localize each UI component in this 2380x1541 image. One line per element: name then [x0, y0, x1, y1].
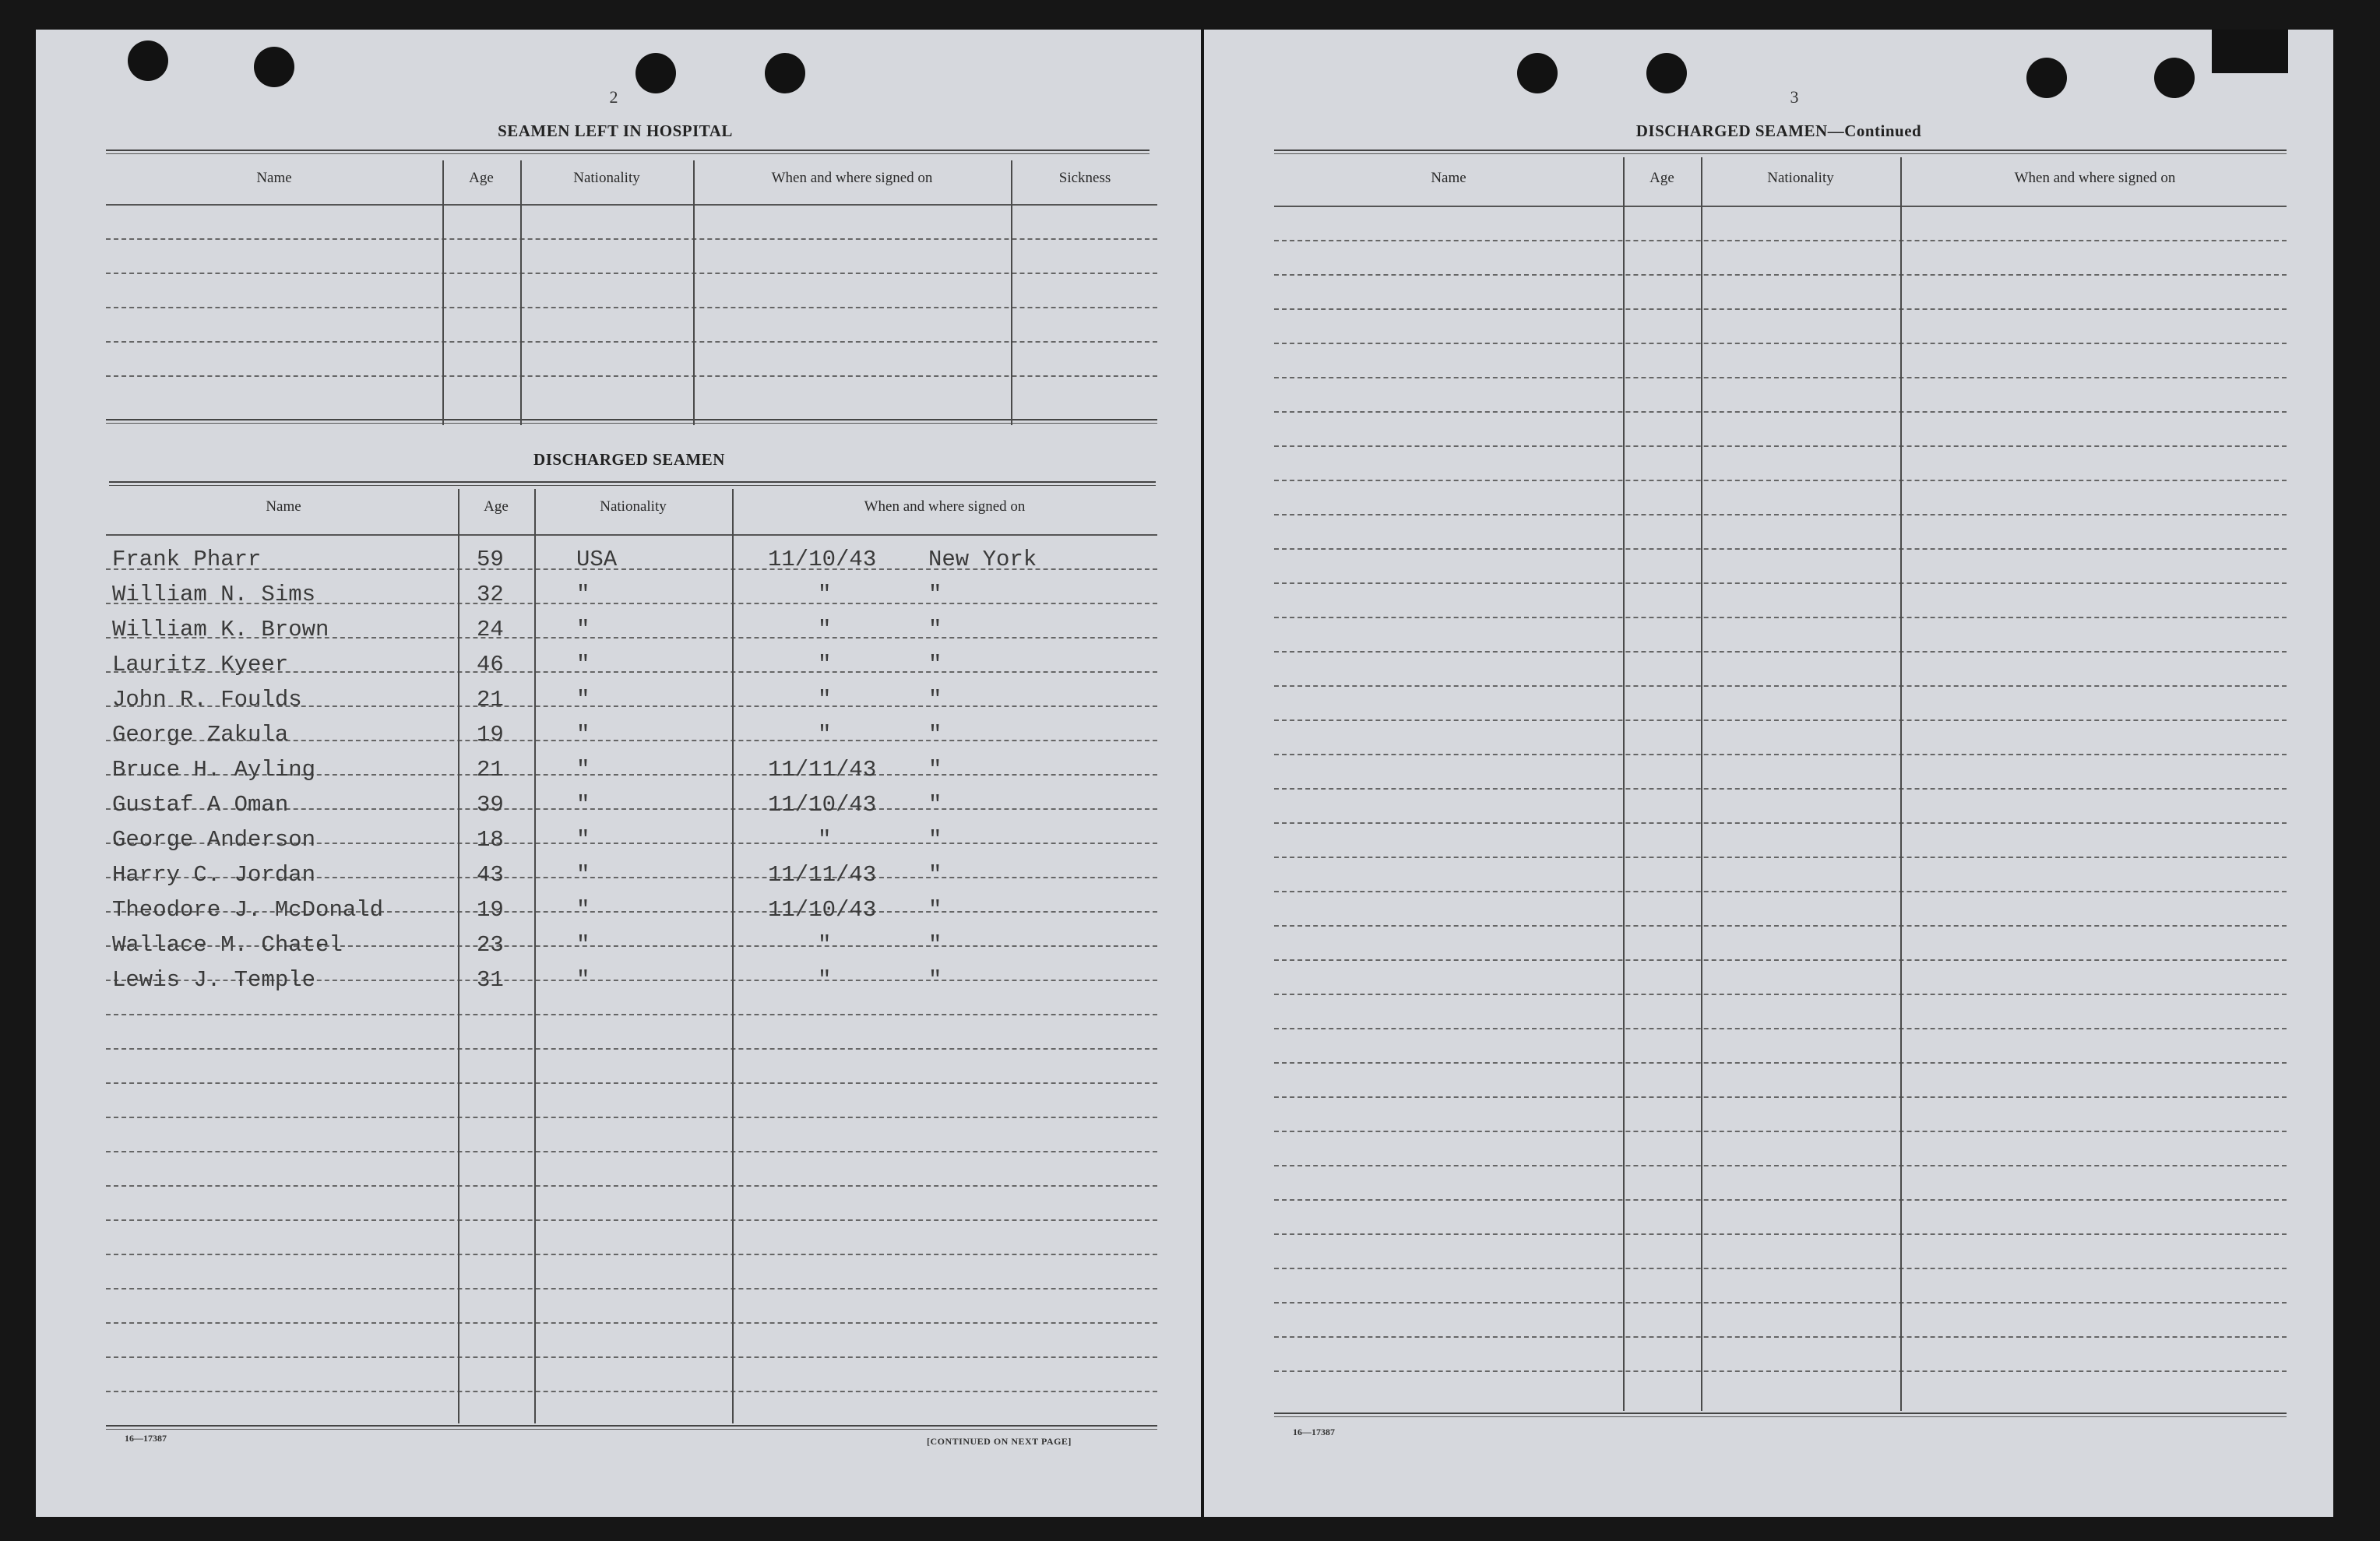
discharged-col-age: Age: [484, 498, 509, 515]
seaman-signed-on-place: ": [928, 582, 942, 607]
seaman-nationality: ": [576, 687, 590, 712]
hospital-col-divider: [442, 160, 444, 425]
continued-row-line: [1274, 925, 2287, 927]
seaman-signed-on-place: ": [928, 757, 942, 783]
discharged-header-rule: [106, 534, 1157, 536]
discharged-row-line: [106, 1048, 1157, 1050]
continued-row-line: [1274, 651, 2287, 653]
seaman-age: 19: [477, 722, 504, 748]
continued-row-line: [1274, 685, 2287, 687]
seaman-signed-on-date: ": [818, 617, 832, 642]
continued-col-divider: [1701, 157, 1702, 1411]
punch-hole: [1646, 53, 1687, 93]
discharged-row-line: [106, 1391, 1157, 1392]
seaman-age: 21: [477, 757, 504, 783]
seaman-nationality: ": [576, 932, 590, 958]
discharged-col-divider: [458, 489, 459, 1423]
discharged-table-top-rule: [109, 481, 1156, 483]
punch-hole: [128, 40, 168, 81]
hospital-row-line: [106, 375, 1157, 377]
punch-hole: [254, 47, 294, 87]
discharged-col-nationality: Nationality: [600, 498, 667, 515]
continued-row-line: [1274, 1096, 2287, 1098]
hospital-col-age: Age: [469, 170, 494, 186]
continued-row-line: [1274, 617, 2287, 618]
continued-row-line: [1274, 343, 2287, 344]
seaman-nationality: ": [576, 862, 590, 888]
punch-hole: [1517, 53, 1558, 93]
continued-table-top-rule: [1274, 150, 2287, 151]
hospital-col-divider: [1011, 160, 1012, 425]
discharged-row-line: [106, 1014, 1157, 1015]
discharged-row-line: [106, 1219, 1157, 1221]
seaman-signed-on-date: ": [818, 932, 832, 958]
seaman-signed-on-date: ": [818, 582, 832, 607]
seaman-signed-on-date: ": [818, 827, 832, 853]
discharged-col-name: Name: [266, 498, 301, 515]
seaman-age: 18: [477, 827, 504, 853]
seaman-signed-on-date: ": [818, 967, 832, 993]
seaman-signed-on-date: ": [818, 722, 832, 748]
continued-row-line: [1274, 1062, 2287, 1064]
continued-row-line: [1274, 308, 2287, 310]
seaman-name: John R. Foulds: [112, 687, 302, 712]
seaman-age: 23: [477, 932, 504, 958]
hospital-row-line: [106, 307, 1157, 308]
seaman-nationality: ": [576, 617, 590, 642]
hospital-header-rule: [106, 204, 1157, 206]
continued-row-line: [1274, 857, 2287, 858]
seaman-signed-on-place: ": [928, 897, 942, 923]
discharged-col-divider: [534, 489, 536, 1423]
seaman-age: 46: [477, 652, 504, 677]
continued-row-line: [1274, 1233, 2287, 1235]
hospital-row-line: [106, 341, 1157, 343]
continued-row-line: [1274, 1165, 2287, 1166]
seaman-age: 59: [477, 547, 504, 572]
continued-row-line: [1274, 1199, 2287, 1201]
seaman-name: Wallace M. Chatel: [112, 932, 343, 958]
seaman-name: Lewis J. Temple: [112, 967, 316, 993]
seaman-nationality: ": [576, 652, 590, 677]
seaman-name: Frank Pharr: [112, 547, 262, 572]
continued-row-line: [1274, 274, 2287, 276]
discharged-table-bottom-rule: [106, 1425, 1157, 1427]
seaman-signed-on-date: 11/11/43: [768, 757, 877, 783]
punch-hole: [765, 53, 805, 93]
continued-row-line: [1274, 514, 2287, 515]
continued-row-line: [1274, 959, 2287, 961]
discharged-section-title: DISCHARGED SEAMEN: [533, 450, 725, 469]
hospital-col-signed-on: When and where signed on: [771, 170, 933, 186]
discharged-col-divider: [732, 489, 734, 1423]
seaman-nationality: ": [576, 582, 590, 607]
seaman-age: 32: [477, 582, 504, 607]
seaman-signed-on-place: ": [928, 722, 942, 748]
seaman-nationality: USA: [576, 547, 618, 572]
continued-col-nationality: Nationality: [1767, 170, 1834, 186]
continued-row-line: [1274, 822, 2287, 824]
seaman-name: Theodore J. McDonald: [112, 897, 384, 923]
seaman-signed-on-place: ": [928, 617, 942, 642]
hospital-row-line: [106, 238, 1157, 240]
seaman-name: Bruce H. Ayling: [112, 757, 316, 783]
continued-row-line: [1274, 719, 2287, 721]
form-code: 16—17387: [1293, 1427, 1335, 1437]
hospital-col-divider: [693, 160, 695, 425]
seaman-signed-on-place: ": [928, 932, 942, 958]
seaman-signed-on-date: ": [818, 652, 832, 677]
discharged-row-line: [106, 1082, 1157, 1084]
punch-hole: [2026, 58, 2067, 98]
seaman-signed-on-date: 11/10/43: [768, 792, 877, 818]
seaman-nationality: ": [576, 827, 590, 853]
seaman-signed-on-place: ": [928, 687, 942, 712]
continued-row-line: [1274, 1370, 2287, 1372]
seaman-signed-on-date: 11/10/43: [768, 897, 877, 923]
seaman-signed-on-place: ": [928, 967, 942, 993]
seaman-name: Gustaf A Oman: [112, 792, 289, 818]
discharged-row-line: [106, 1254, 1157, 1255]
page-number: 2: [609, 87, 618, 107]
corner-tab-mark: [2212, 30, 2288, 73]
continued-row-line: [1274, 788, 2287, 790]
seaman-name: George Zakula: [112, 722, 289, 748]
seaman-age: 31: [477, 967, 504, 993]
continued-row-line: [1274, 891, 2287, 892]
discharged-continued-title: DISCHARGED SEAMEN—Continued: [1635, 121, 1922, 140]
continued-row-line: [1274, 1336, 2287, 1338]
continued-row-line: [1274, 548, 2287, 550]
seaman-name: William K. Brown: [112, 617, 329, 642]
seaman-age: 24: [477, 617, 504, 642]
continued-row-line: [1274, 240, 2287, 241]
seaman-age: 19: [477, 897, 504, 923]
continued-col-age: Age: [1649, 170, 1674, 186]
seaman-nationality: ": [576, 792, 590, 818]
discharged-row-line: [106, 1185, 1157, 1187]
discharged-col-signed-on: When and where signed on: [864, 498, 1026, 515]
seaman-age: 39: [477, 792, 504, 818]
seaman-name: Harry C. Jordan: [112, 862, 316, 888]
discharged-row-line: [106, 1117, 1157, 1118]
seaman-signed-on-date: 11/10/43: [768, 547, 877, 572]
continued-table-bottom-rule: [1274, 1413, 2287, 1414]
continued-row-line: [1274, 411, 2287, 413]
seaman-age: 43: [477, 862, 504, 888]
seaman-signed-on-place: ": [928, 652, 942, 677]
discharged-row-line: [106, 1288, 1157, 1289]
continued-col-signed-on: When and where signed on: [2014, 170, 2176, 186]
hospital-col-nationality: Nationality: [573, 170, 640, 186]
hospital-table-bottom-rule: [106, 419, 1157, 420]
hospital-col-sickness: Sickness: [1058, 170, 1111, 186]
seaman-signed-on-place: ": [928, 792, 942, 818]
hospital-col-name: Name: [256, 170, 292, 186]
continued-row-line: [1274, 445, 2287, 447]
continued-row-line: [1274, 754, 2287, 755]
continued-note: [CONTINUED ON NEXT PAGE]: [927, 1436, 1072, 1447]
seaman-name: William N. Sims: [112, 582, 316, 607]
continued-col-divider: [1623, 157, 1625, 1411]
hospital-section-title: SEAMEN LEFT IN HOSPITAL: [498, 121, 733, 140]
seaman-nationality: ": [576, 757, 590, 783]
continued-row-line: [1274, 377, 2287, 378]
right-page: [1204, 30, 2333, 1517]
punch-hole: [2154, 58, 2195, 98]
seaman-signed-on-place: New York: [928, 547, 1037, 572]
discharged-row-line: [106, 1151, 1157, 1152]
seaman-signed-on-date: 11/11/43: [768, 862, 877, 888]
continued-col-name: Name: [1431, 170, 1466, 186]
seaman-name: Lauritz Kyeer: [112, 652, 289, 677]
continued-col-divider: [1900, 157, 1902, 1411]
page-number: 3: [1790, 87, 1799, 107]
continued-row-line: [1274, 1268, 2287, 1269]
continued-row-line: [1274, 582, 2287, 584]
seaman-age: 21: [477, 687, 504, 712]
seaman-nationality: ": [576, 967, 590, 993]
seaman-nationality: ": [576, 897, 590, 923]
discharged-row-line: [106, 1356, 1157, 1358]
continued-row-line: [1274, 994, 2287, 995]
punch-hole: [635, 53, 676, 93]
continued-row-line: [1274, 480, 2287, 481]
continued-row-line: [1274, 1131, 2287, 1132]
hospital-col-divider: [520, 160, 522, 425]
continued-row-line: [1274, 1302, 2287, 1304]
seaman-nationality: ": [576, 722, 590, 748]
seaman-name: George Anderson: [112, 827, 316, 853]
seaman-signed-on-place: ": [928, 827, 942, 853]
hospital-row-line: [106, 273, 1157, 274]
discharged-row-line: [106, 1322, 1157, 1324]
hospital-table-top-rule: [106, 150, 1150, 151]
seaman-signed-on-place: ": [928, 862, 942, 888]
seaman-signed-on-date: ": [818, 687, 832, 712]
continued-header-rule: [1274, 206, 2287, 207]
left-page: [36, 30, 1201, 1517]
form-code: 16—17387: [125, 1433, 167, 1444]
continued-row-line: [1274, 1028, 2287, 1029]
